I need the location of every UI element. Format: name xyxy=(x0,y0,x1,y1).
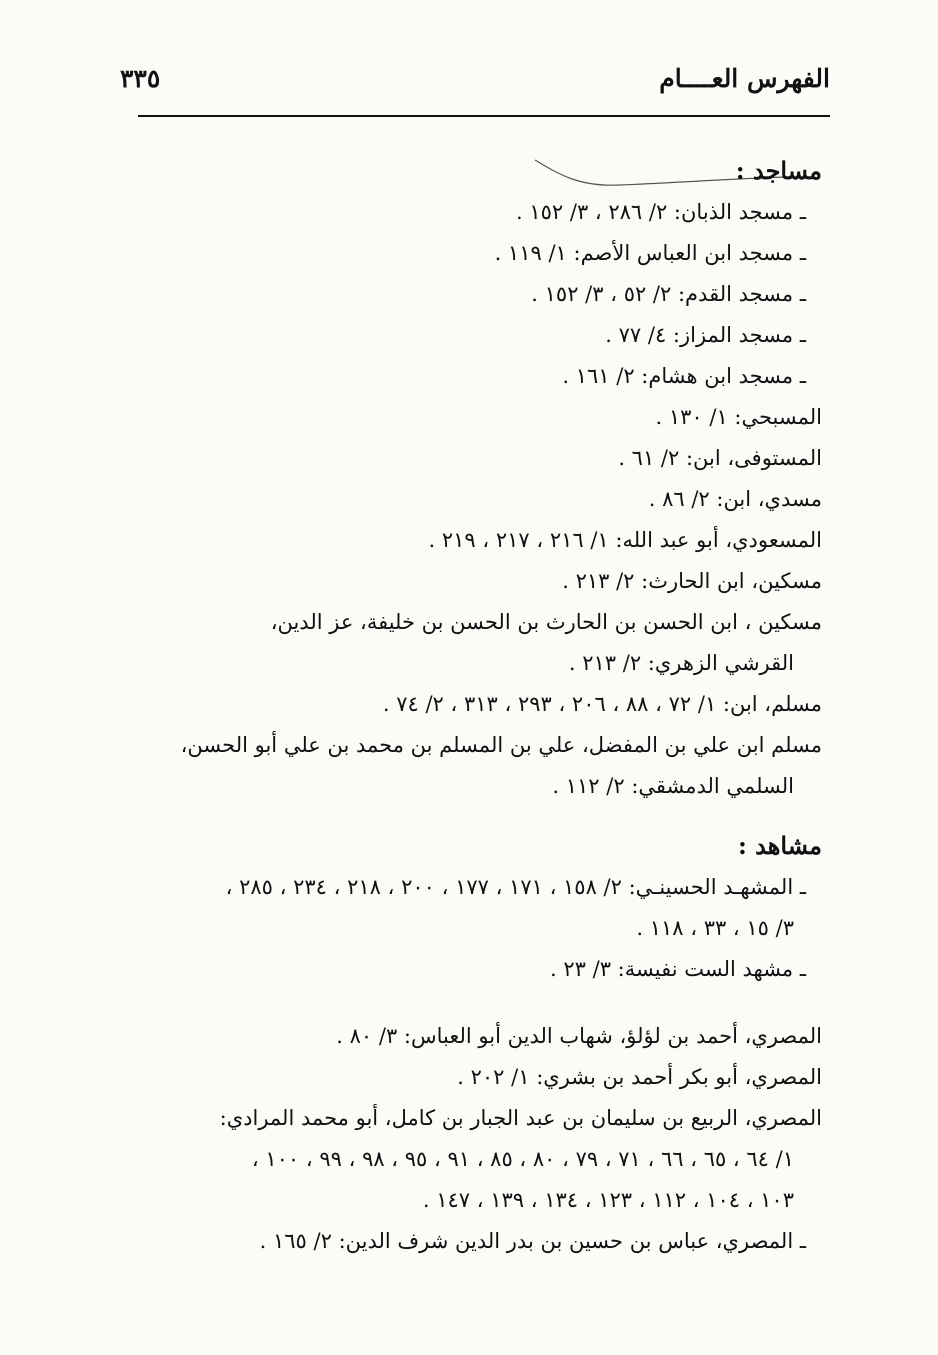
index-entry-line: المصري، أبو بكر أحمد بن بشري: ١/ ٢٠٢ . xyxy=(457,1065,822,1089)
index-entry xyxy=(126,315,822,356)
index-entry xyxy=(126,233,822,274)
running-header-title: الفهرس العــــام xyxy=(659,64,830,93)
section-spacer xyxy=(126,807,822,825)
index-entry-continuation: ١/ ٦٤ ، ٦٥ ، ٦٦ ، ٧١ ، ٧٩ ، ٨٠ ، ٨٥ ، ٩١ ، ٩٥ ، ٩٨ ، ٩٩ ، ١٠٠ ، xyxy=(251,1147,794,1171)
index-entry xyxy=(126,520,822,561)
index-entry xyxy=(126,274,822,315)
index-entry xyxy=(126,356,822,397)
index-entry-line: المستوفى، ابن: ٢/ ٦١ . xyxy=(618,446,822,470)
index-entry xyxy=(126,561,822,602)
index-entry xyxy=(126,397,822,438)
index-entry-line: ـ المشهـد الحسينـي: ٢/ ١٥٨ ، ١٧١ ، ١٧٧ ، ٢٠٠ ، ٢١٨ ، ٢٣٤ ، ٢٨٥ ، xyxy=(225,875,806,899)
section-title: مساجد : xyxy=(735,156,822,185)
index-entry xyxy=(126,1016,822,1057)
index-entry-line: ـ المصري، عباس بن حسين بن بدر الدين شرف الدين: ٢/ ١٦٥ . xyxy=(259,1229,806,1253)
index-entry xyxy=(126,438,822,479)
index-entry-line: ـ مسجد المزاز: ٤/ ٧٧ . xyxy=(605,323,806,347)
index-entry-line: ـ مشهد الست نفيسة: ٣/ ٢٣ . xyxy=(550,957,806,981)
index-entry-line: المسبحي: ١/ ١٣٠ . xyxy=(655,405,822,429)
index-entry-continuation: ١٠٣ ، ١٠٤ ، ١١٢ ، ١٢٣ ، ١٣٤ ، ١٣٩ ، ١٤٧ . xyxy=(422,1188,794,1212)
index-entry-line: المصري، أحمد بن لؤلؤ، شهاب الدين أبو العباس: ٣/ ٨٠ . xyxy=(336,1024,822,1048)
index-entry-continuation: القرشي الزهري: ٢/ ٢١٣ . xyxy=(568,651,794,675)
index-entry-line: مسكين، ابن الحارث: ٢/ ٢١٣ . xyxy=(562,569,822,593)
index-entry xyxy=(126,1098,822,1221)
index-entry-line: ـ مسجد القدم: ٢/ ٥٢ ، ٣/ ١٥٢ . xyxy=(531,282,806,306)
index-entry xyxy=(126,602,822,684)
index-content xyxy=(126,150,822,1262)
index-entry xyxy=(126,192,822,233)
index-entry-line: ـ مسجد ابن هشام: ٢/ ١٦١ . xyxy=(562,364,806,388)
index-entry-line: مسدي، ابن: ٢/ ٨٦ . xyxy=(648,487,822,511)
index-entry-continuation: ٣/ ١٥ ، ٣٣ ، ١١٨ . xyxy=(636,916,794,940)
index-entry-line: مسلم، ابن: ١/ ٧٢ ، ٨٨ ، ٢٠٦ ، ٢٩٣ ، ٣١٣ ، ٢/ ٧٤ . xyxy=(382,692,822,716)
index-entry-line: المصري، الربيع بن سليمان بن عبد الجبار بن كامل، أبو محمد المرادي: xyxy=(219,1106,822,1130)
index-entry-line: مسلم ابن علي بن المفضل، علي بن المسلم بن محمد بن علي أبو الحسن، xyxy=(180,733,822,757)
index-entry xyxy=(126,725,822,807)
index-entry-line: ـ مسجد الذبان: ٢/ ٢٨٦ ، ٣/ ١٥٢ . xyxy=(515,200,806,224)
index-entry-line: المسعودي، أبو عبد الله: ١/ ٢١٦ ، ٢١٧ ، ٢١٩ . xyxy=(428,528,822,552)
index-entry xyxy=(126,867,822,949)
page-number: ٣٣٥ xyxy=(120,64,161,93)
index-entry-continuation: السلمي الدمشقي: ٢/ ١١٢ . xyxy=(552,774,794,798)
header-rule xyxy=(138,115,830,117)
section-spacer xyxy=(126,990,822,1016)
index-entry xyxy=(126,479,822,520)
index-entry xyxy=(126,1057,822,1098)
index-entry xyxy=(126,949,822,990)
section-title: مشاهد : xyxy=(737,831,822,860)
index-entry xyxy=(126,1221,822,1262)
index-entry-line: ـ مسجد ابن العباس الأصم: ١/ ١١٩ . xyxy=(494,241,806,265)
index-entry xyxy=(126,684,822,725)
index-entry-line: مسكين ، ابن الحسن بن الحارث بن الحسن بن خليفة، عز الدين، xyxy=(270,610,822,634)
